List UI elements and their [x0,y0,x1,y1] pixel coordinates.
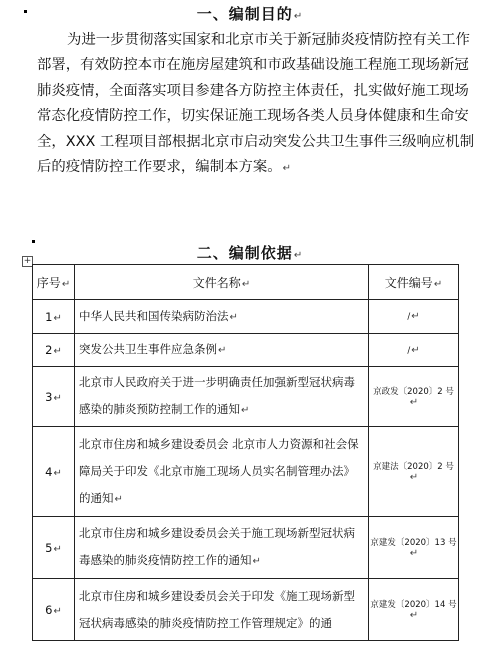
document-name: 北京市住房和城乡建设委员会 北京市人力资源和社会保障局关于印发《北京市施工现场人员实名制管理办法》的通知↵ [75,427,369,517]
purpose-paragraph: 为进一步贯彻落实国家和北京市关于新冠肺炎疫情防控有关工作部署，有效防控本市在施房屋建筑和市政基础设施工程施工现场新冠肺炎疫情，全面落实项目参建各方防控主体责任，扎实做好施工现场常态化疫情防控工作，切实保证施工现场各类人员身体健康和生命安全，XXX 工程项目部根据北京市启动突发公共卫生事件三级响应机制后的疫情防控工作要求，编制本方案。↵ [37,32,475,176]
header-name: 文件名称↵ [75,265,369,300]
section-heading-purpose: 一、编制目的↵ [196,5,304,23]
row-number: 1↵ [33,300,75,334]
document-name: 中华人民共和国传染病防治法↵ [75,300,369,334]
row-number: 2↵ [33,334,75,367]
table-row [33,427,459,517]
section-heading-basis: 二、编制依据↵ [196,244,304,262]
row-number: 5↵ [33,517,75,579]
document-name: 北京市住房和城乡建设委员会关于施工现场新型冠状病毒感染的肺炎疫情防控工作的通知↵ [75,517,369,579]
table-row [33,579,459,641]
document-code: 京政发〔2020〕2 号↵ [369,367,459,427]
document-code: /↵ [369,300,459,334]
header-code: 文件编号↵ [369,265,459,300]
document-code: 京建发〔2020〕13 号↵ [369,517,459,579]
table-row [33,517,459,579]
row-number: 3↵ [33,367,75,427]
document-name: 北京市住房和城乡建设委员会关于印发《施工现场新型冠状病毒感染的肺炎疫情防控工作管理规定》的通 [75,579,369,641]
table-header-row [33,265,459,300]
row-number: 6↵ [33,579,75,641]
document-name: 北京市人民政府关于进一步明确责任加强新型冠状病毒感染的肺炎预防控制工作的通知↵ [75,367,369,427]
basis-table [32,264,459,641]
table-row [33,300,459,334]
table-move-handle-icon[interactable]: + [23,256,32,266]
document-code: /↵ [369,334,459,367]
table-row [33,334,459,367]
row-number: 4↵ [33,427,75,517]
table-row [33,367,459,427]
document-code: 京建法〔2020〕2 号↵ [369,427,459,517]
header-no: 序号↵ [33,265,75,300]
document-code: 京建发〔2020〕14 号↵ [369,579,459,641]
document-name: 突发公共卫生事件应急条例↵ [75,334,369,367]
